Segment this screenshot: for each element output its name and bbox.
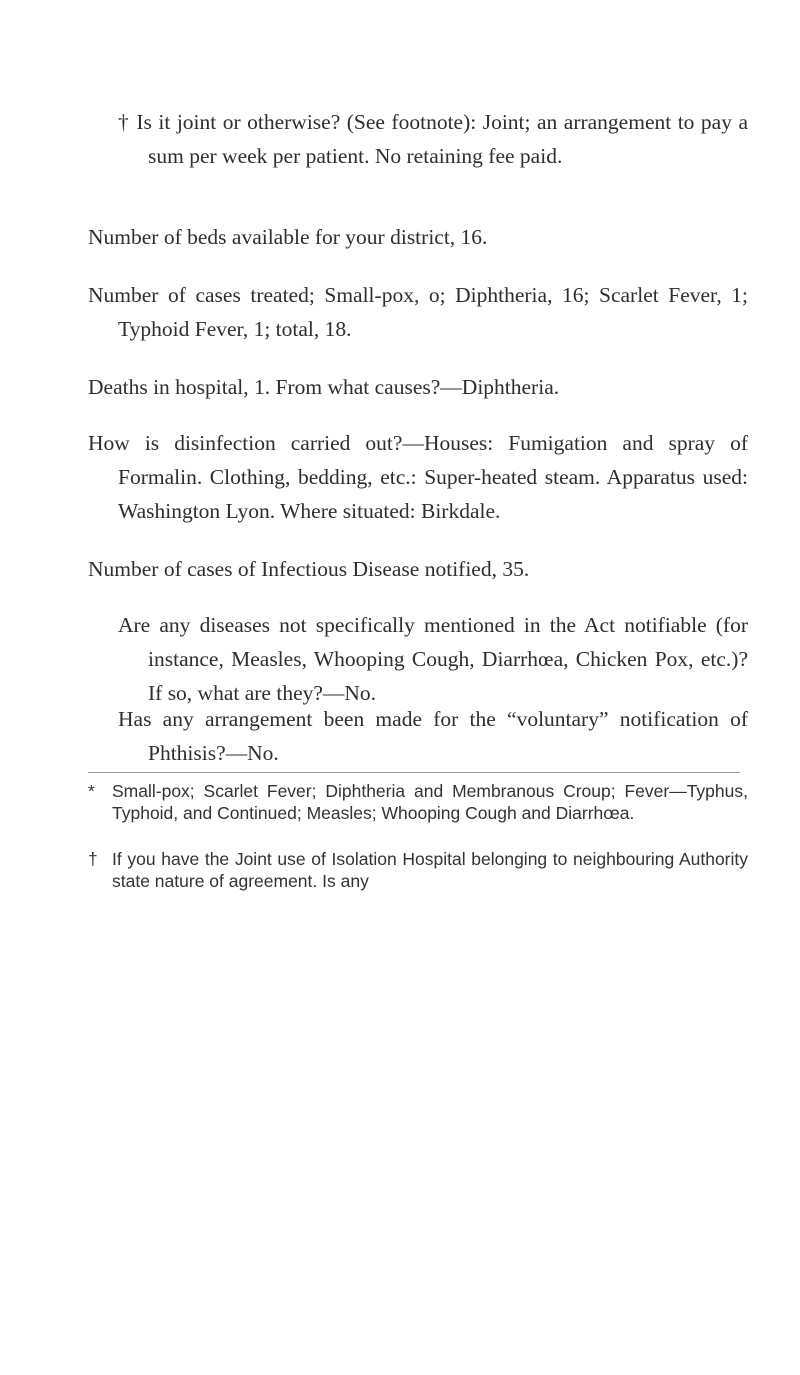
paragraph-beds: Number of beds available for your district, 16.	[88, 225, 488, 249]
footnote-dagger-text: If you have the Joint use of Isolation Hospital belonging to neighbouring Authority state nature of agreement. Is any	[112, 849, 748, 891]
paragraph-deaths: Deaths in hospital, 1. From what causes?—Diphtheria.	[88, 375, 560, 399]
paragraph-cases-treated: Number of cases treated; Small-pox, o; Diphtheria, 16; Scarlet Fever, 1; Typhoid Fever, 1; total, 18.	[88, 283, 748, 341]
footnote-dagger	[88, 848, 748, 892]
footnote-star-mark: *	[88, 781, 95, 801]
paragraph-joint-question: † Is it joint or otherwise? (See footnote): Joint; an arrangement to pay a sum per week per patient. No retaining fee paid.	[118, 110, 748, 168]
paragraph-other-diseases: Are any diseases not specifically mentioned in the Act notifiable (for instance, Measles, Whooping Cough, Diarrhœa, Chicken Pox, etc.)? If so, what are they?—No.	[118, 613, 748, 705]
footnote-divider	[88, 772, 740, 773]
paragraph-phthisis: Has any arrangement been made for the “voluntary” notification of Phthisis?—No.	[118, 707, 748, 765]
footnote-star-text: Small-pox; Scarlet Fever; Diphtheria and Membranous Croup; Fever—Typhus, Typhoid, and Continued; Measles; Whooping Cough and Diarrhœa.	[112, 781, 748, 823]
paragraph-notified: Number of cases of Infectious Disease notified, 35.	[88, 557, 530, 581]
footnote-dagger-mark: †	[88, 849, 98, 869]
footnote-star	[88, 780, 748, 824]
paragraph-disinfection: How is disinfection carried out?—Houses: Fumigation and spray of Formalin. Clothing, bedding, etc.: Super-heated steam. Apparatus used: Washington Lyon. Where situated: Birkdale.	[88, 431, 748, 523]
